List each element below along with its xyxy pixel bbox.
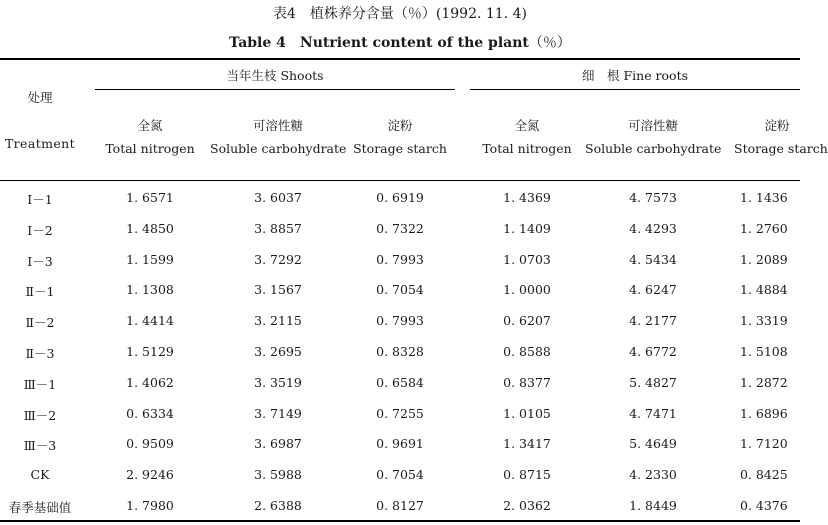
value-cell: 0. 6207 xyxy=(503,313,551,328)
col-header-cn: 全氮 xyxy=(514,118,540,133)
value-cell: 4. 2330 xyxy=(629,467,677,482)
value-cell: 4. 4293 xyxy=(629,221,677,236)
table-caption-en xyxy=(0,32,800,52)
header-bottom-rule xyxy=(0,180,800,181)
table-caption-title: Nutrient content of the plant xyxy=(299,35,529,51)
value-cell: 5. 4827 xyxy=(629,375,677,390)
top-rule xyxy=(0,58,800,60)
treatment-cell: Ⅱ－2 xyxy=(25,315,55,330)
value-cell: 2. 9246 xyxy=(126,467,174,482)
col-header-en: Total nitrogen xyxy=(105,141,195,156)
value-cell: 0. 9691 xyxy=(376,436,424,451)
value-cell: 1. 5108 xyxy=(740,344,788,359)
value-cell: 1. 4414 xyxy=(126,313,174,328)
col-header-en: Storage starch xyxy=(734,141,828,156)
bottom-rule xyxy=(0,520,800,522)
treatment-cell: 春季基础值 xyxy=(8,500,72,515)
value-cell: 0. 7993 xyxy=(376,313,424,328)
value-cell: 0. 6919 xyxy=(376,190,424,205)
value-cell: 0. 7255 xyxy=(376,406,424,421)
value-cell: 1. 2872 xyxy=(740,375,788,390)
value-cell: 1. 1436 xyxy=(740,190,788,205)
value-cell: 4. 7573 xyxy=(629,190,677,205)
treatment-cell: Ⅰ－3 xyxy=(27,254,53,269)
treatment-cell: Ⅱ－3 xyxy=(25,346,55,361)
value-cell: 0. 8715 xyxy=(503,467,551,482)
value-cell: 3. 2695 xyxy=(254,344,302,359)
value-cell: 1. 3319 xyxy=(740,313,788,328)
value-cell: 1. 4369 xyxy=(503,190,551,205)
value-cell: 0. 8377 xyxy=(503,375,551,390)
treatment-cell: Ⅰ－2 xyxy=(27,223,53,238)
value-cell: 3. 2115 xyxy=(254,313,302,328)
value-cell: 0. 7054 xyxy=(376,282,424,297)
value-cell: 1. 1308 xyxy=(126,282,174,297)
treatment-cell: CK xyxy=(30,467,50,482)
value-cell: 4. 5434 xyxy=(629,252,677,267)
roots-group-rule xyxy=(470,89,800,90)
col-header-cn: 全氮 xyxy=(137,118,163,133)
value-cell: 1. 0703 xyxy=(503,252,551,267)
col-header-en: Soluble carbohydrate xyxy=(585,141,722,156)
group-header-shoots xyxy=(95,66,455,84)
value-cell: 3. 3519 xyxy=(254,375,302,390)
value-cell: 4. 6772 xyxy=(629,344,677,359)
table-caption-unit: （％） xyxy=(528,35,571,51)
col-header-cn: 可溶性糖 xyxy=(252,118,303,133)
value-cell: 0. 7993 xyxy=(376,252,424,267)
value-cell: 1. 4850 xyxy=(126,221,174,236)
value-cell: 1. 6571 xyxy=(126,190,174,205)
value-cell: 1. 1409 xyxy=(503,221,551,236)
table-caption-cn: 表4 植株养分含量（％）(1992. 11. 4) xyxy=(273,6,527,22)
value-cell: 3. 6987 xyxy=(254,436,302,451)
value-cell: 1. 4884 xyxy=(740,282,788,297)
value-cell: 0. 6334 xyxy=(126,406,174,421)
value-cell: 1. 4062 xyxy=(126,375,174,390)
value-cell: 3. 5988 xyxy=(254,467,302,482)
value-cell: 4. 6247 xyxy=(629,282,677,297)
treatment-cell: Ⅲ－2 xyxy=(23,408,57,423)
value-cell: 1. 5129 xyxy=(126,344,174,359)
treatment-cell: Ⅲ－3 xyxy=(23,438,57,453)
value-cell: 0. 4376 xyxy=(740,498,788,513)
col-header-en: Total nitrogen xyxy=(482,141,572,156)
shoots-group-rule xyxy=(95,89,455,90)
value-cell: 0. 8328 xyxy=(376,344,424,359)
value-cell: 1. 1599 xyxy=(126,252,174,267)
value-cell: 3. 6037 xyxy=(254,190,302,205)
value-cell: 4. 7471 xyxy=(629,406,677,421)
value-cell: 0. 7322 xyxy=(376,221,424,236)
value-cell: 4. 2177 xyxy=(629,313,677,328)
value-cell: 0. 8588 xyxy=(503,344,551,359)
value-cell: 1. 0000 xyxy=(503,282,551,297)
value-cell: 1. 0105 xyxy=(503,406,551,421)
value-cell: 1. 3417 xyxy=(503,436,551,451)
treatment-cell: Ⅰ－1 xyxy=(27,192,53,207)
treatment-header-cn: 处理 xyxy=(27,90,53,105)
group-header-roots xyxy=(470,66,800,84)
value-cell: 3. 1567 xyxy=(254,282,302,297)
group-roots-en: Fine roots xyxy=(623,68,689,83)
value-cell: 1. 2760 xyxy=(740,221,788,236)
treatment-cell: Ⅱ－1 xyxy=(25,284,55,299)
value-cell: 3. 8857 xyxy=(254,221,302,236)
value-cell: 1. 7120 xyxy=(740,436,788,451)
treatment-cell: Ⅲ－1 xyxy=(23,377,57,392)
value-cell: 2. 6388 xyxy=(254,498,302,513)
value-cell: 1. 8449 xyxy=(629,498,677,513)
value-cell: 0. 8425 xyxy=(740,467,788,482)
group-roots-cn: 细 根 xyxy=(581,68,620,83)
group-shoots-en: Shoots xyxy=(280,68,324,83)
value-cell: 0. 7054 xyxy=(376,467,424,482)
value-cell: 1. 6896 xyxy=(740,406,788,421)
value-cell: 0. 6584 xyxy=(376,375,424,390)
col-header-cn: 可溶性糖 xyxy=(627,118,678,133)
treatment-header-en: Treatment xyxy=(4,136,76,151)
value-cell: 0. 8127 xyxy=(376,498,424,513)
col-header-en: Storage starch xyxy=(353,141,447,156)
col-header-cn: 淀粉 xyxy=(764,118,790,133)
value-cell: 0. 9509 xyxy=(126,436,174,451)
col-header-cn: 淀粉 xyxy=(387,118,413,133)
value-cell: 3. 7149 xyxy=(254,406,302,421)
value-cell: 1. 2089 xyxy=(740,252,788,267)
value-cell: 1. 7980 xyxy=(126,498,174,513)
table-caption-label: Table 4 xyxy=(229,35,286,51)
group-shoots-cn: 当年生枝 xyxy=(226,68,277,83)
value-cell: 3. 7292 xyxy=(254,252,302,267)
col-header-en: Soluble carbohydrate xyxy=(210,141,347,156)
value-cell: 5. 4649 xyxy=(629,436,677,451)
value-cell: 2. 0362 xyxy=(503,498,551,513)
